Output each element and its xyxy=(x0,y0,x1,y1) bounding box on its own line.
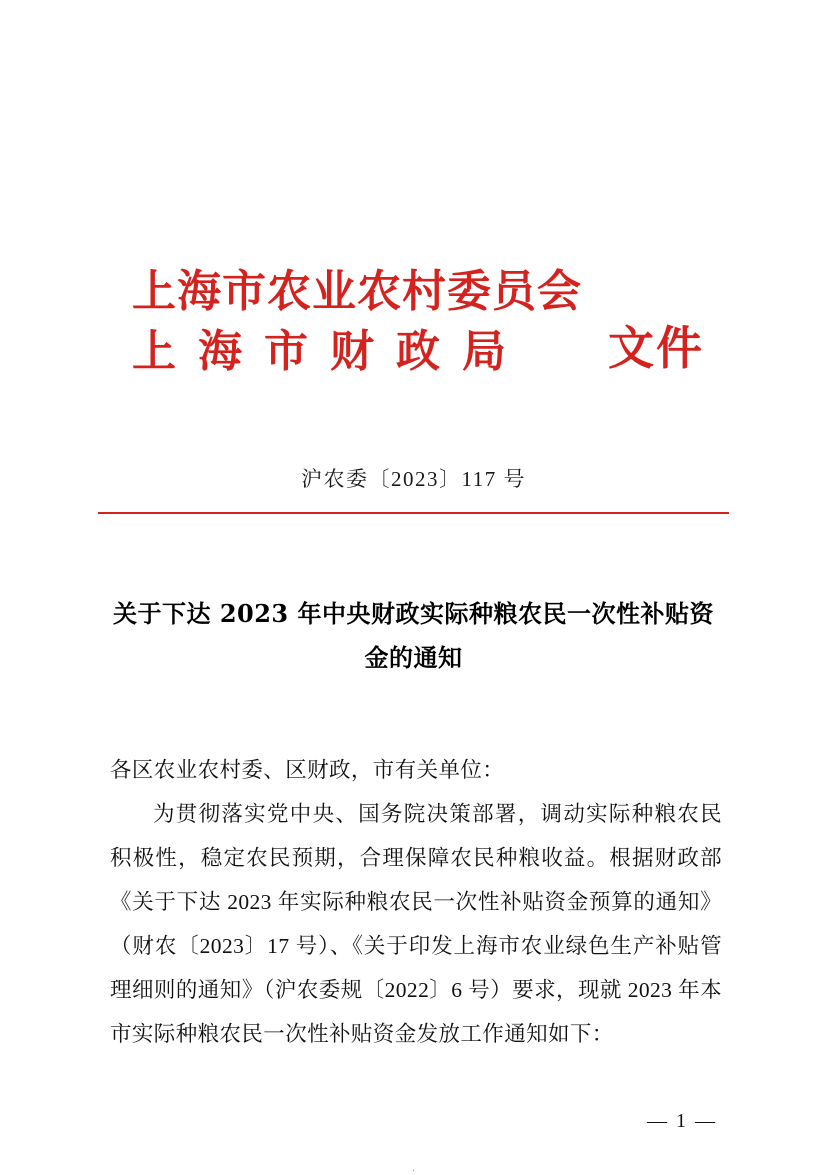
letterhead-suffix: 文件 xyxy=(608,321,704,375)
body-paragraph-1: 为贯彻落实党中央、国务院决策部署，调动实际种粮农民积极性，稳定农民预期，合理保障农民种粮收益。根据财政部《关于下达 2023 年实际种粮农民一次性补贴资金预算的通知》（财农〔2023〕17 号）、《关于印发上海市农业绿色生产补贴管理细则的通知》（沪农委规〔2022〕6 号）要求，现就 2023 年本市实际种粮农民一次性补贴资金发放工作通知如下： xyxy=(110,802,722,1046)
letterhead-line-2: 上海市财政局 xyxy=(132,326,528,377)
page-number: — 1 — xyxy=(647,1110,717,1132)
letterhead-line-1: 上海市农业农村委员会 xyxy=(132,266,582,317)
letterhead-org-lines xyxy=(120,262,640,382)
salutation: 各区农业农村委、区财政，市有关单位： xyxy=(110,758,505,782)
bottom-mark: . xyxy=(412,1160,415,1174)
document-body xyxy=(110,748,722,1056)
page-title: 关于下达 2023 年中央财政实际种粮农民一次性补贴资金的通知 xyxy=(112,599,714,672)
red-divider-rule xyxy=(98,512,729,514)
document-number: 沪农委〔2023〕117 号 xyxy=(301,467,526,491)
letterhead xyxy=(0,262,827,422)
